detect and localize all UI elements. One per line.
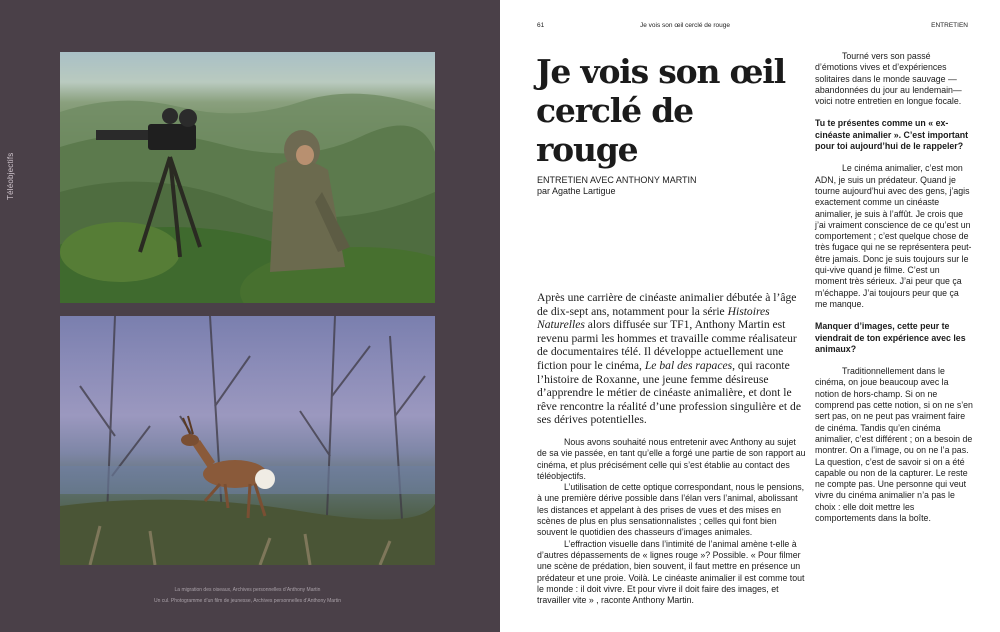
body-paragraph: Nous avons souhaité nous entretenir avec Anthony au sujet de sa vie passée, en tant qu’elle a forgé une partie de son rapport au cinéma, et plus précisément celle qui s’est établie au contact des téléobjectifs. — [537, 437, 806, 481]
lead-italic-film: Le bal des rapaces — [644, 358, 733, 372]
answer-1: Le cinéma animalier, c’est mon ADN, je suis un prédateur. Quand je tourne aujourd’hui avec des gens, j’agis exactement comme un cinéaste animalier, je suis à l’affût. Je crois que j’ai vraiment conscience de ce qu’est un comportement ; c’est quelque chose de très fugace qui ne se représentera peut-être jamais. Donc je suis toujours sur le qui-vive quand je filme. C’est un moment très sérieux. J’ai peur que ça m’échappe. J’ai toujours peur que ça me manque. — [815, 163, 972, 309]
question-1: Tu te présentes comme un « ex-cinéaste animalier ». C’est important pour toi aujourd’hui de le rappeler? — [815, 118, 969, 152]
right-page — [500, 0, 1000, 632]
lead-text-1: Après une carrière de cinéaste animalier débutée à l’âge de dix-sept ans, notamment pour la série — [537, 291, 797, 318]
article-title: Je vois son œil cerclé de rouge — [536, 52, 785, 169]
photo-captions — [60, 585, 435, 607]
answer-2: Traditionnellement dans le cinéma, on joue beaucoup avec la notion de hors-champ. Si on ne comprend pas cette notion, si on ne s’en sert pas, on ne peut pas vraiment faire de cinéma. Tandis qu’en cinéma animalier, c’est différent ; on a besoin de montrer. On a l’image, ou on ne l’a pas. La question, c’est de savoir si on a été capable ou non de la capturer. Le reste ne compte pas. Une personne qui veut vivre du cinéma animalier n’a pas le choix : elle doit mettre les comportements dans la boîte. — [815, 366, 973, 523]
running-title: Je vois son œil cerclé de rouge — [640, 22, 730, 29]
photo-leaping-deer — [60, 316, 435, 565]
body-column — [537, 437, 807, 606]
section-label: ENTRETIEN — [931, 22, 968, 29]
caption-bottom-photo: Un cul. Photogramme d’un film de jeunesse, Archives personnelles d’Anthony Martin — [153, 598, 342, 604]
lead-paragraph — [537, 291, 803, 427]
article-subtitle: ENTRETIEN AVEC ANTHONY MARTIN — [537, 175, 697, 185]
lead-text-3: , qui raconte l’histoire de Roxanne, une jeune femme désireuse d’apprendre le métier de cinéaste animalière, et dont le rêve rencontre la réalité d’une profession singulière et de ses dérives potentielles. — [537, 358, 801, 427]
article-author: par Agathe Lartigue — [537, 186, 616, 196]
body-paragraph: L’utilisation de cette optique correspondant, nous le pensions, à une première dérive possible dans l’élan vers l’animal, abolissant les distances et appelant à des prises de vues et des mises en scènes de plus en plus sensationnalistes ; celles qui font bien souvent le quotidien des chasseurs d’images animales. — [537, 482, 805, 538]
deer-illustration — [60, 316, 435, 565]
photo-cameraman-mountains — [60, 52, 435, 303]
page-number: 61 — [537, 22, 545, 29]
question-2: Manquer d’images, cette peur te viendrait de ton expérience avec les animaux? — [815, 321, 966, 354]
lead-text-2: alors diffusée sur TF1, Anthony Martin est revenu parmi les hommes et travaille comme réalisateur de documentaires télé. Il développe actuellement une fiction pour le cinéma, — [537, 318, 797, 372]
body-paragraph: L’effraction visuelle dans l’intimité de l’animal amène t-elle à d’autres dépassements de « lignes rouge »? Possible. « Pour filmer une scène de prédation, bien souvent, il faut mettre en présence un prédateur et une proie. Voilà. Le cinéaste animalier il est comme tout le monde : il doit vivre. Et pour vivre il doit faire des images, et travailler vite » , raconte Anthony Martin. — [537, 538, 805, 606]
interview-column — [815, 51, 973, 524]
lead-italic-series: Histoires Naturelles — [537, 304, 770, 332]
intro-paragraph: Tourné vers son passé d’émotions vives et d’expériences solitaires dans le monde sauvage —abandonnées du jour au lendemain— voici notre entretien en longue focale. — [815, 51, 962, 107]
cameraman-illustration — [60, 52, 435, 303]
side-label: Téléobjectifs — [6, 152, 15, 200]
caption-top-photo: La migration des oiseaux, Archives personnelles d’Anthony Martin — [174, 587, 321, 593]
